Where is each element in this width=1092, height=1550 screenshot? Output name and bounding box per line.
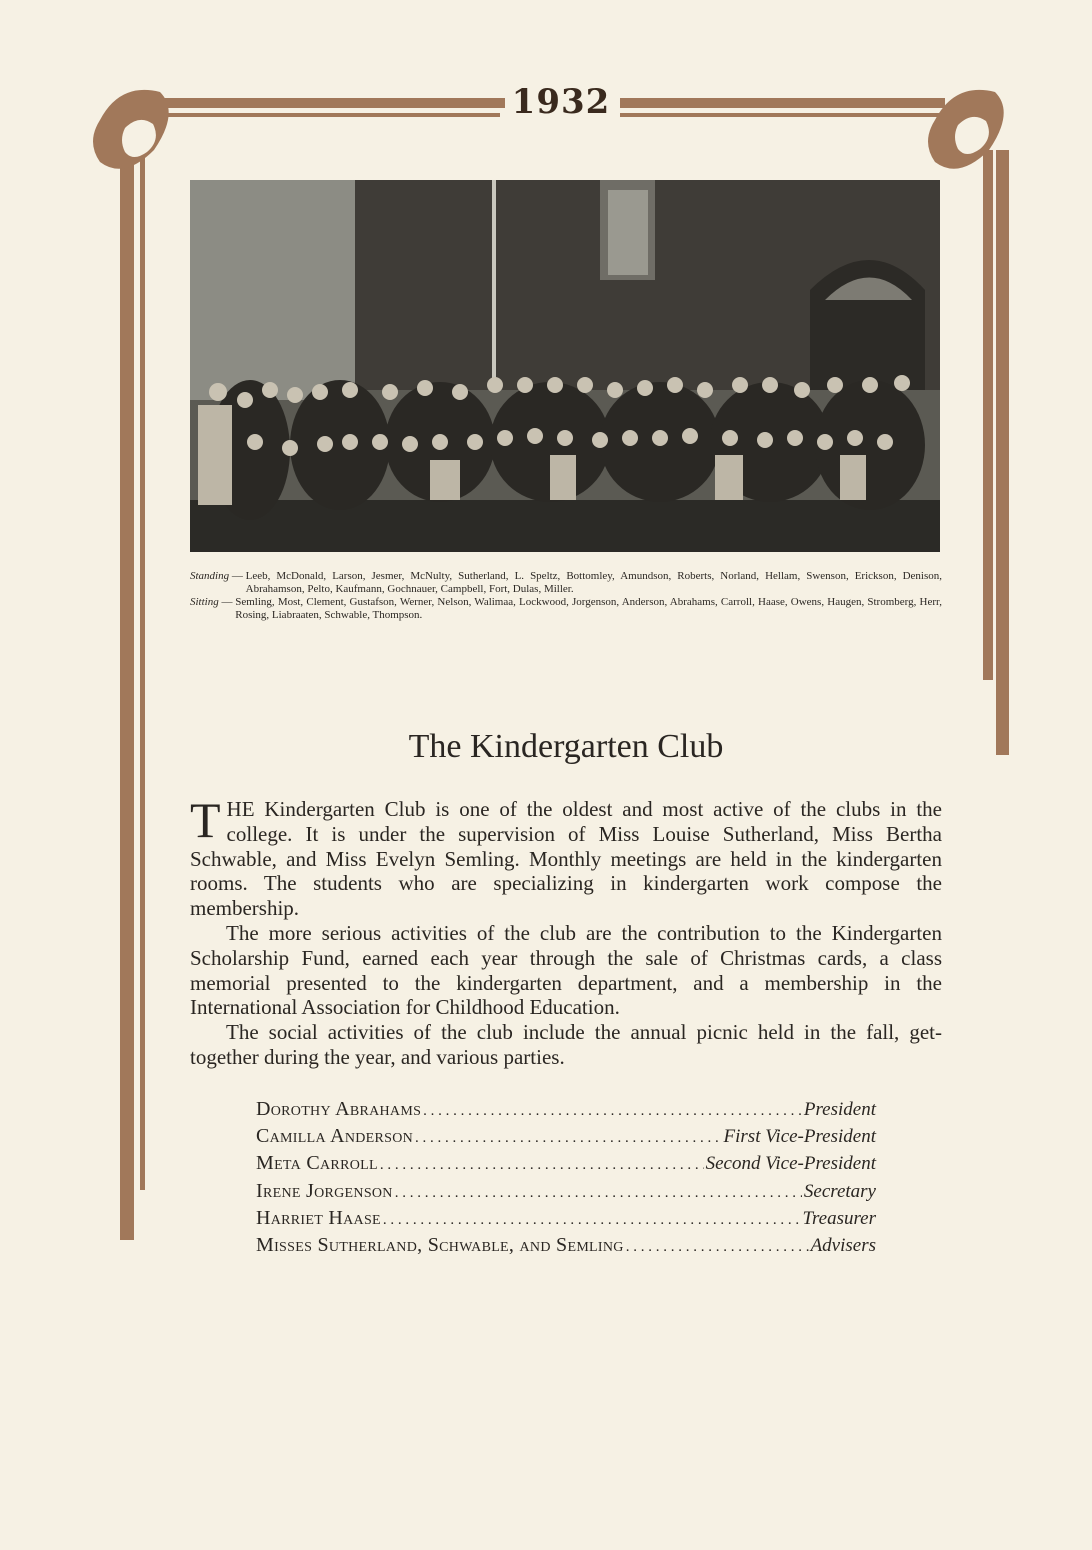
- photo-caption: [190, 570, 942, 622]
- paragraph-2: The more serious activities of the club are the contribution to the Kindergarten Scholarship Fund, earned each year through the sale of Christmas cards, a class memorial presented to the kindergarten department, and a membership in the International Association for Childhood Education.: [190, 920, 942, 1020]
- year-heading: 1932: [511, 82, 611, 122]
- group-photo: [190, 180, 940, 552]
- caption-sitting: Sitting — Semling, Most, Clement, Gustafson, Werner, Nelson, Walimaa, Lockwood, Jorgenson, Anderson, Abrahams, Carroll, Haase, Owens, Haugen, Stromberg, Herr, Rosing, Liabraaten, Schwable, Thompson.: [190, 596, 942, 621]
- officer-name: Harriet Haase: [256, 1206, 381, 1229]
- officer-name: Misses Sutherland, Schwable, and Semling: [256, 1234, 624, 1257]
- standing-names: Leeb, McDonald, Larson, Jesmer, McNulty, Sutherland, L. Speltz, Bottomley, Amundson, Roberts, Norland, Hellam, Swenson, Erickson, Denison, Abrahamson, Pelto, Kaufmann, Gochnauer, Campbell, Fort, Dulas, Miller.: [245, 570, 942, 595]
- officer-row: [256, 1097, 876, 1124]
- sitting-names: Semling, Most, Clement, Gustafson, Werner, Nelson, Walimaa, Lockwood, Jorgenson, Anderson, Abrahams, Carroll, Haase, Owens, Haugen, Stromberg, Herr, Rosing, Liabraaten, Schwable, Thompson.: [235, 596, 942, 621]
- officer-row: [256, 1179, 876, 1206]
- officer-row: [256, 1151, 876, 1178]
- officer-name: Meta Carroll: [256, 1152, 378, 1175]
- leader-dots: [415, 1126, 721, 1151]
- officer-title: President: [803, 1099, 876, 1120]
- paragraph-1-text: HE Kindergarten Club is one of the oldest and most active of the clubs in the college. It is under the supervision of Miss Louise Sutherland, Miss Bertha Schwable, and Miss Evelyn Semling. Monthly meetings are held in the kindergarten rooms. The students who are specializing in kindergarten work compose the membership.: [190, 797, 942, 921]
- officer-row: [256, 1206, 876, 1233]
- caption-standing: Standing — Leeb, McDonald, Larson, Jesmer, McNulty, Sutherland, L. Speltz, Bottomley, Amundson, Roberts, Norland, Hellam, Swenson, Erickson, Denison, Abrahamson, Pelto, Kaufmann, Gochnauer, Campbell, Fort, Dulas, Miller.: [190, 570, 942, 595]
- officer-title: Advisers: [810, 1235, 876, 1257]
- leader-dots: [423, 1099, 802, 1124]
- officer-row: [256, 1233, 876, 1260]
- officer-title: Treasurer: [802, 1207, 876, 1229]
- leader-dots: [626, 1235, 809, 1260]
- leader-dots: [395, 1181, 802, 1206]
- officer-title: Secretary: [803, 1180, 876, 1202]
- sitting-label: Sitting: [190, 596, 219, 608]
- officer-row: [256, 1124, 876, 1151]
- officer-name: Camilla Anderson: [256, 1125, 414, 1148]
- paragraph-3: The social activities of the club include the annual picnic held in the fall, get-together during the year, and various parties.: [190, 1020, 942, 1069]
- officer-title: First Vice-President: [723, 1126, 876, 1148]
- standing-label: Standing: [190, 570, 230, 582]
- leader-dots: [383, 1208, 801, 1233]
- article-body: [190, 792, 942, 1070]
- drop-cap: T: [190, 792, 221, 848]
- paragraph-1: [190, 792, 942, 921]
- page-title: The Kindergarten Club: [408, 728, 724, 765]
- officer-title: Second Vice-President: [705, 1153, 876, 1175]
- officer-name: Dorothy Abrahams: [256, 1098, 422, 1120]
- officer-name: Irene Jorgenson: [256, 1179, 393, 1202]
- officers-list: [256, 1097, 876, 1260]
- leader-dots: [380, 1153, 704, 1178]
